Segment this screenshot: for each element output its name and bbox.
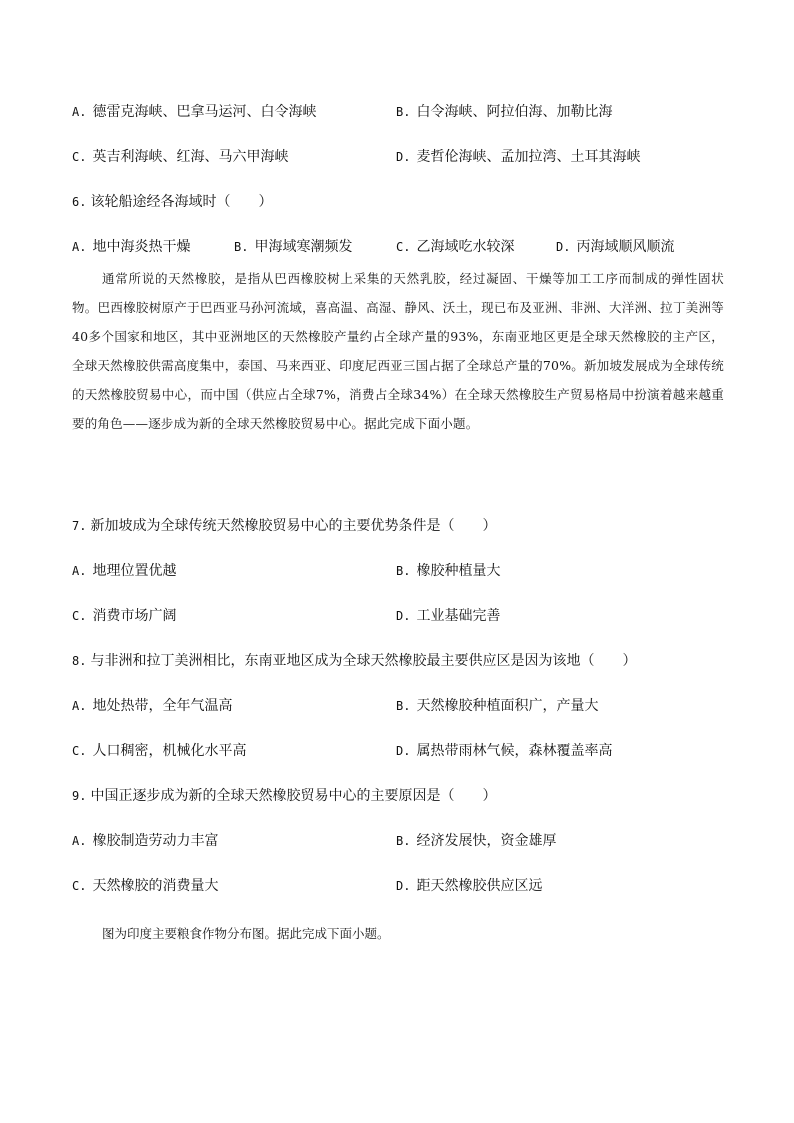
question-text: 与非洲和拉丁美洲相比，东南亚地区成为全球天然橡胶最主要供应区是因为该地（ ） xyxy=(90,653,637,669)
option-mark: B. xyxy=(234,240,249,254)
option-text: 经济发展快，资金雄厚 xyxy=(416,833,557,849)
q6-option-b xyxy=(234,237,352,257)
option-text: 甲海域寒潮频发 xyxy=(254,239,353,255)
q6-option-a xyxy=(72,237,190,257)
option-mark: D. xyxy=(556,240,571,254)
option-text: 消费市场广阔 xyxy=(92,608,177,624)
option-text: 天然橡胶种植面积广，产量大 xyxy=(416,698,599,714)
q6-option-d xyxy=(556,237,674,257)
option-text: 橡胶种植量大 xyxy=(416,563,501,579)
question-text: 该轮船途经各海域时（ ） xyxy=(90,194,273,210)
option-mark: B. xyxy=(396,699,411,713)
option-mark: B. xyxy=(396,564,411,578)
figure-intro-text: 图为印度主要粮食作物分布图。据此完成下面小题。 xyxy=(102,926,390,941)
question-number: 8. xyxy=(72,654,87,668)
option-text: 工业基础完善 xyxy=(416,608,501,624)
option-mark: C. xyxy=(72,150,87,164)
option-text: 英吉利海峡、红海、马六甲海峡 xyxy=(92,149,289,165)
option-text: 地中海炎热干燥 xyxy=(92,239,191,255)
q8-option-b xyxy=(396,696,598,716)
q5-option-b xyxy=(396,102,612,122)
option-mark: A. xyxy=(72,834,87,848)
q7-option-b xyxy=(396,561,500,581)
q9-option-c xyxy=(72,876,218,896)
option-mark: D. xyxy=(396,879,411,893)
option-mark: A. xyxy=(72,699,87,713)
option-text: 地理位置优越 xyxy=(92,563,177,579)
option-text: 属热带雨林气候，森林覆盖率高 xyxy=(416,743,613,759)
q5-option-a xyxy=(72,102,316,122)
reading-passage: 通常所说的天然橡胶，是指从巴西橡胶树上采集的天然乳胶，经过凝固、干燥等加工工序而制成的弹性固状物。巴西橡胶树原产于巴西亚马孙河流域，喜高温、高湿、静风、沃土，现已布及亚洲、非洲、大洋洲、拉丁美洲等40多个国家和地区，其中亚洲地区的天然橡胶产量约占全球产量的93%，东南亚地区更是全球天然橡胶的主产区，全球天然橡胶供需高度集中，泰国、马来西亚、印度尼西亚三国占据了全球总产量的70%。新加坡发展成为全球传统的天然橡胶贸易中心，而中国（供应占全球7%，消费占全球34%）在全球天然橡胶生产贸易格局中扮演着越来越重要的角色——逐步成为新的全球天然橡胶贸易中心。据此完成下面小题。 xyxy=(72,271,724,431)
q8-option-d xyxy=(396,741,612,761)
q5-option-d xyxy=(396,147,640,167)
q8-stem xyxy=(72,651,636,671)
q5-option-c xyxy=(72,147,288,167)
question-number: 6. xyxy=(72,195,87,209)
question-text: 新加坡成为全球传统天然橡胶贸易中心的主要优势条件是（ ） xyxy=(90,518,497,534)
q9-option-a xyxy=(72,831,218,851)
q8-option-a xyxy=(72,696,232,716)
option-text: 麦哲伦海峡、孟加拉湾、土耳其海峡 xyxy=(416,149,641,165)
option-mark: D. xyxy=(396,744,411,758)
q9-option-d xyxy=(396,876,542,896)
option-mark: A. xyxy=(72,240,87,254)
q6-stem xyxy=(72,192,272,212)
option-mark: D. xyxy=(396,609,411,623)
option-text: 天然橡胶的消费量大 xyxy=(92,878,219,894)
option-text: 白令海峡、阿拉伯海、加勒比海 xyxy=(416,104,613,120)
q7-option-d xyxy=(396,606,500,626)
option-text: 地处热带，全年气温高 xyxy=(92,698,233,714)
option-text: 乙海域吃水较深 xyxy=(416,239,515,255)
q8-option-c xyxy=(72,741,246,761)
q7-stem xyxy=(72,516,496,536)
q9-option-b xyxy=(396,831,556,851)
option-mark: C. xyxy=(72,744,87,758)
question-text: 中国正逐步成为新的全球天然橡胶贸易中心的主要原因是（ ） xyxy=(90,788,497,804)
question-number: 7. xyxy=(72,519,87,533)
q9-stem xyxy=(72,786,496,806)
option-text: 人口稠密，机械化水平高 xyxy=(92,743,247,759)
q6-option-c xyxy=(396,237,514,257)
option-mark: B. xyxy=(396,105,411,119)
option-mark: B. xyxy=(396,834,411,848)
option-text: 距天然橡胶供应区远 xyxy=(416,878,543,894)
option-text: 丙海域顺风顺流 xyxy=(576,239,675,255)
option-mark: A. xyxy=(72,105,87,119)
option-mark: C. xyxy=(396,240,411,254)
option-mark: C. xyxy=(72,879,87,893)
q7-option-c xyxy=(72,606,176,626)
option-text: 橡胶制造劳动力丰富 xyxy=(92,833,219,849)
option-text: 德雷克海峡、巴拿马运河、白令海峡 xyxy=(92,104,317,120)
option-mark: C. xyxy=(72,609,87,623)
option-mark: A. xyxy=(72,564,87,578)
q7-option-a xyxy=(72,561,176,581)
option-mark: D. xyxy=(396,150,411,164)
question-number: 9. xyxy=(72,789,87,803)
